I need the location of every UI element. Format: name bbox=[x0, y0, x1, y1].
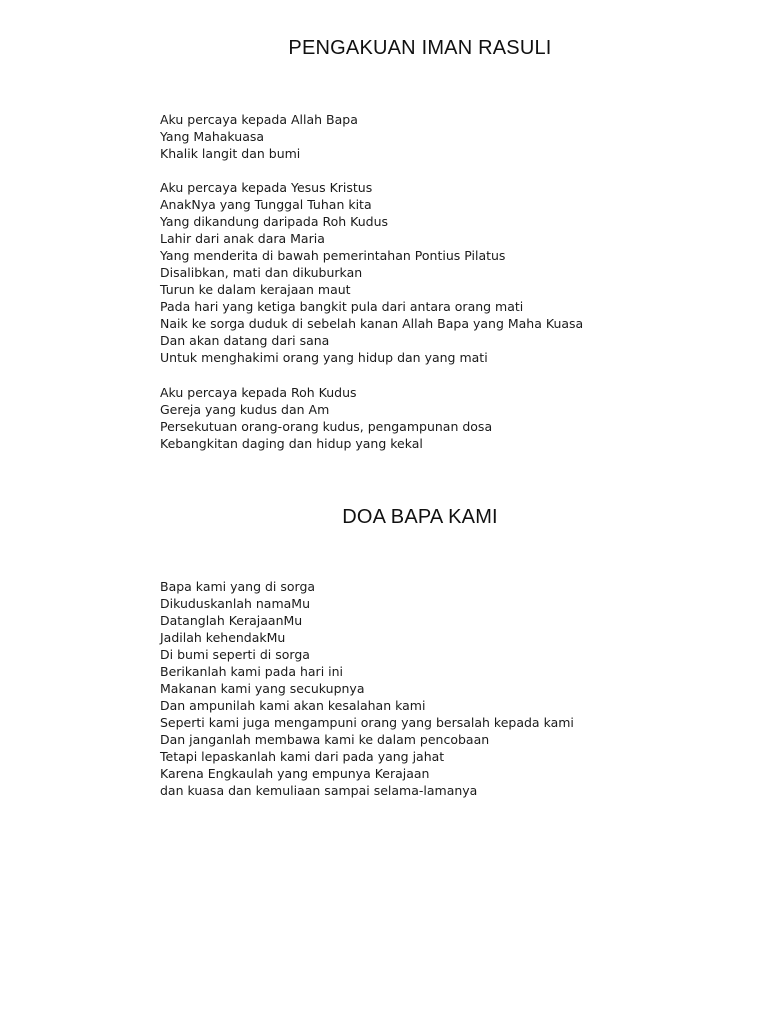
text-line: Seperti kami juga mengampuni orang yang bersalah kepada kami bbox=[160, 715, 574, 730]
text-line: Tetapi lepaskanlah kami dari pada yang jahat bbox=[160, 749, 445, 764]
text-line: Makanan kami yang secukupnya bbox=[160, 681, 365, 696]
text-line: Berikanlah kami pada hari ini bbox=[160, 664, 344, 679]
text-line: Karena Engkaulah yang empunya Kerajaan bbox=[160, 766, 430, 781]
text-line: Yang menderita di bawah pemerintahan Pontius Pilatus bbox=[160, 248, 506, 263]
text-line: Jadilah kehendakMu bbox=[160, 630, 286, 645]
text-line: Yang dikandung daripada Roh Kudus bbox=[160, 214, 389, 229]
prayer-title: DOA BAPA KAMI bbox=[342, 506, 498, 528]
text-line: Kebangkitan daging dan hidup yang kekal bbox=[160, 436, 423, 451]
text-line: Aku percaya kepada Yesus Kristus bbox=[160, 180, 373, 195]
text-line: Lahir dari anak dara Maria bbox=[160, 231, 325, 246]
creed-stanza-2 bbox=[160, 179, 583, 366]
creed-stanza-3 bbox=[160, 384, 492, 452]
text-line: Gereja yang kudus dan Am bbox=[160, 402, 330, 417]
text-line: Dikuduskanlah namaMu bbox=[160, 596, 310, 611]
text-line: Naik ke sorga duduk di sebelah kanan Allah Bapa yang Maha Kuasa bbox=[160, 316, 584, 331]
text-line: Datanglah KerajaanMu bbox=[160, 613, 303, 628]
text-line: Aku percaya kepada Roh Kudus bbox=[160, 385, 357, 400]
text-line: dan kuasa dan kemuliaan sampai selama-lamanya bbox=[160, 783, 478, 798]
text-line: Dan ampunilah kami akan kesalahan kami bbox=[160, 698, 426, 713]
creed-title: PENGAKUAN IMAN RASULI bbox=[288, 37, 552, 59]
text-line: Turun ke dalam kerajaan maut bbox=[160, 282, 351, 297]
creed-stanza-1 bbox=[160, 111, 358, 162]
text-line: Bapa kami yang di sorga bbox=[160, 579, 316, 594]
text-line: Yang Mahakuasa bbox=[160, 129, 265, 144]
text-line: Dan janganlah membawa kami ke dalam pencobaan bbox=[160, 732, 490, 747]
text-line: Persekutuan orang-orang kudus, pengampunan dosa bbox=[160, 419, 493, 434]
prayer-lines bbox=[160, 578, 574, 799]
text-line: Dan akan datang dari sana bbox=[160, 333, 330, 348]
text-line: Di bumi seperti di sorga bbox=[160, 647, 310, 662]
text-line: Aku percaya kepada Allah Bapa bbox=[160, 112, 358, 127]
text-line: Pada hari yang ketiga bangkit pula dari antara orang mati bbox=[160, 299, 524, 314]
text-line: AnakNya yang Tunggal Tuhan kita bbox=[160, 197, 372, 212]
text-line: Untuk menghakimi orang yang hidup dan yang mati bbox=[160, 350, 488, 365]
text-line: Disalibkan, mati dan dikuburkan bbox=[160, 265, 363, 280]
text-line: Khalik langit dan bumi bbox=[160, 146, 301, 161]
